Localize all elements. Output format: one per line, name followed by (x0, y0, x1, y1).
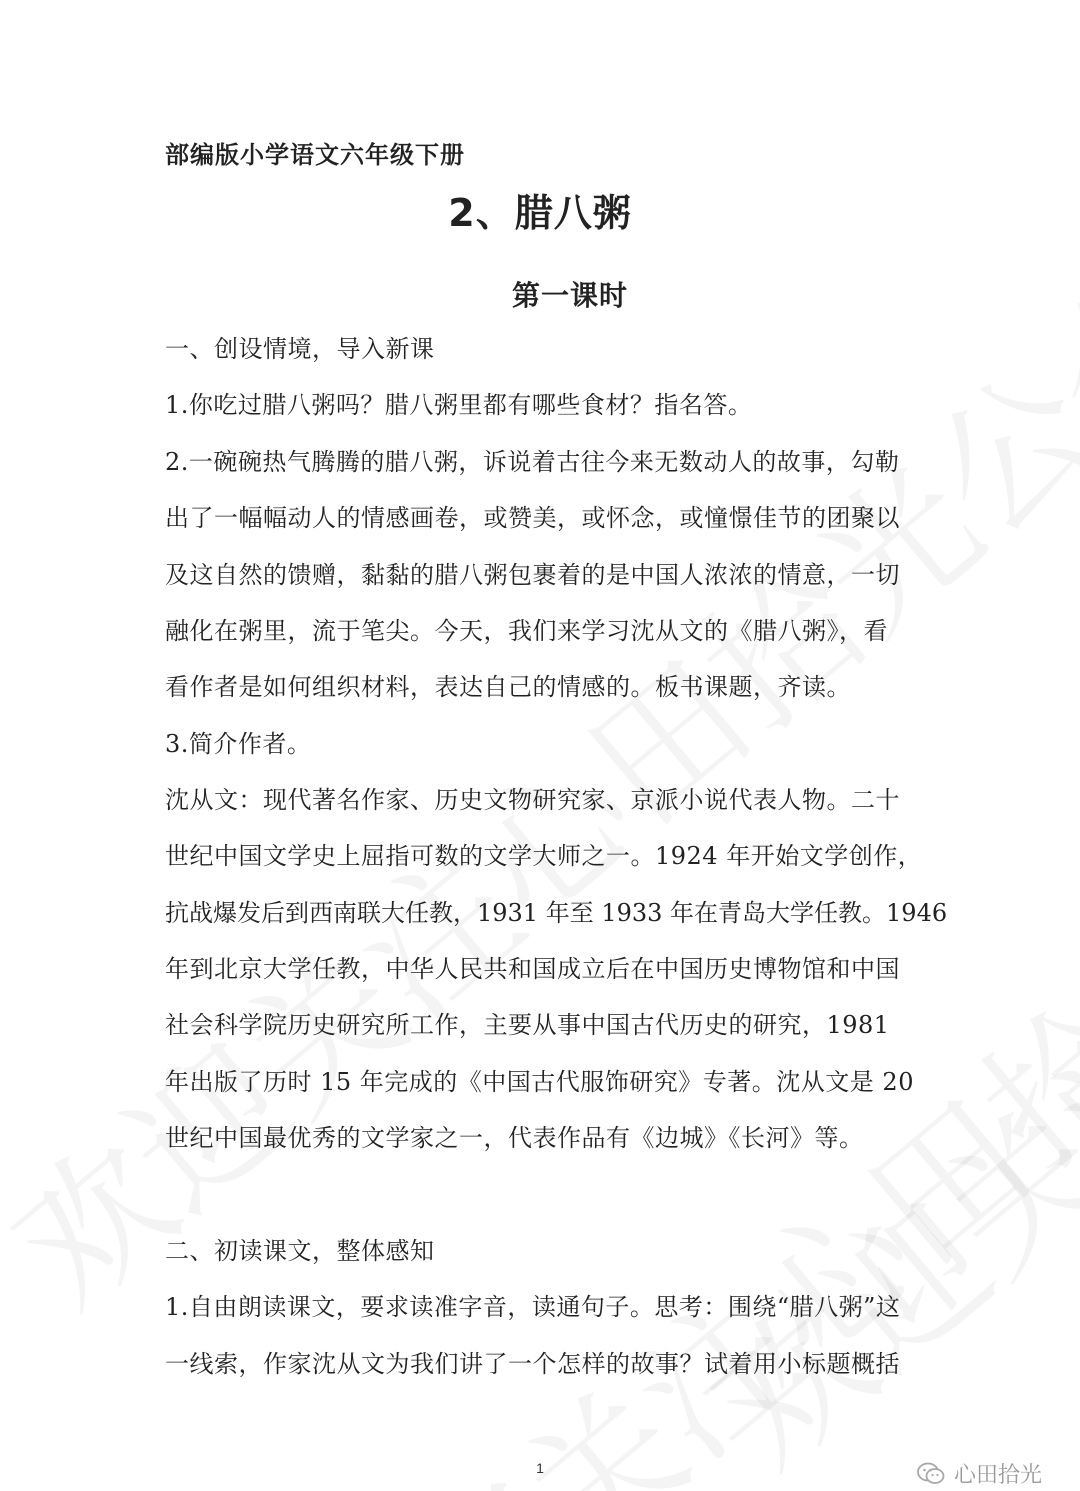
paragraph-line: 1.自由朗读课文，要求读准字音，读通句子。思考：围绕“腊八粥”这 (165, 1293, 901, 1321)
book-title: 部编版小学语文六年级下册 (165, 141, 465, 169)
brand-watermark (916, 1458, 1042, 1489)
brand-name: 心田拾光 (953, 1463, 1042, 1488)
paragraph-line: 及这自然的馈赠，黏黏的腊八粥包裹着的是中国人浓浓的情意，一切 (165, 561, 900, 589)
paragraph-line: 看作者是如何组织材料，表达自己的情感的。板书课题，齐读。 (165, 673, 851, 701)
section-heading: 二、初读课文，整体感知 (165, 1237, 435, 1265)
paragraph-line: 出了一幅幅动人的情感画卷，或赞美，或怀念，或憧憬佳节的团聚以 (165, 504, 900, 532)
paragraph-line: 抗战爆发后到西南联大任教，1931 年至 1933 年在青岛大学任教。1946 (165, 899, 948, 927)
paragraph-line: 3.简介作者。 (165, 730, 312, 758)
paragraph-line: 2.一碗碗热气腾腾的腊八粥，诉说着古往今来无数动人的故事，勾勒 (165, 448, 900, 476)
paragraph-line: 一线索，作家沈从文为我们讲了一个怎样的故事？试着用小标题概括 (165, 1350, 900, 1378)
paragraph-line: 社会科学院历史研究所工作，主要从事中国古代历史的研究，1981 (165, 1011, 890, 1039)
paragraph-line: 世纪中国文学史上屈指可数的文学大师之一。1924 年开始文学创作， (165, 842, 923, 870)
paragraph-line: 融化在粥里，流于笔尖。今天，我们来学习沈从文的《腊八粥》，看 (165, 617, 888, 645)
paragraph-line: 年到北京大学任教，中华人民共和国成立后在中国历史博物馆和中国 (165, 955, 900, 983)
paragraph-line: 年出版了历时 15 年完成的《中国古代服饰研究》专著。沈从文是 20 (165, 1068, 914, 1096)
paragraph-line: 1.你吃过腊八粥吗？腊八粥里都有哪些食材？指名答。 (165, 391, 753, 419)
period-heading: 第一课时 (511, 279, 628, 312)
wechat-icon (916, 1461, 946, 1487)
paragraph-line: 世纪中国最优秀的文学家之一，代表作品有《边城》《长河》等。 (165, 1124, 864, 1152)
lesson-title: 2、腊八粥 (448, 191, 632, 235)
section-heading: 一、创设情境，导入新课 (165, 335, 435, 363)
paragraph-line: 沈从文：现代著名作家、历史文物研究家、京派小说代表人物。二十 (165, 786, 900, 814)
page-number: 1 (536, 1460, 544, 1476)
